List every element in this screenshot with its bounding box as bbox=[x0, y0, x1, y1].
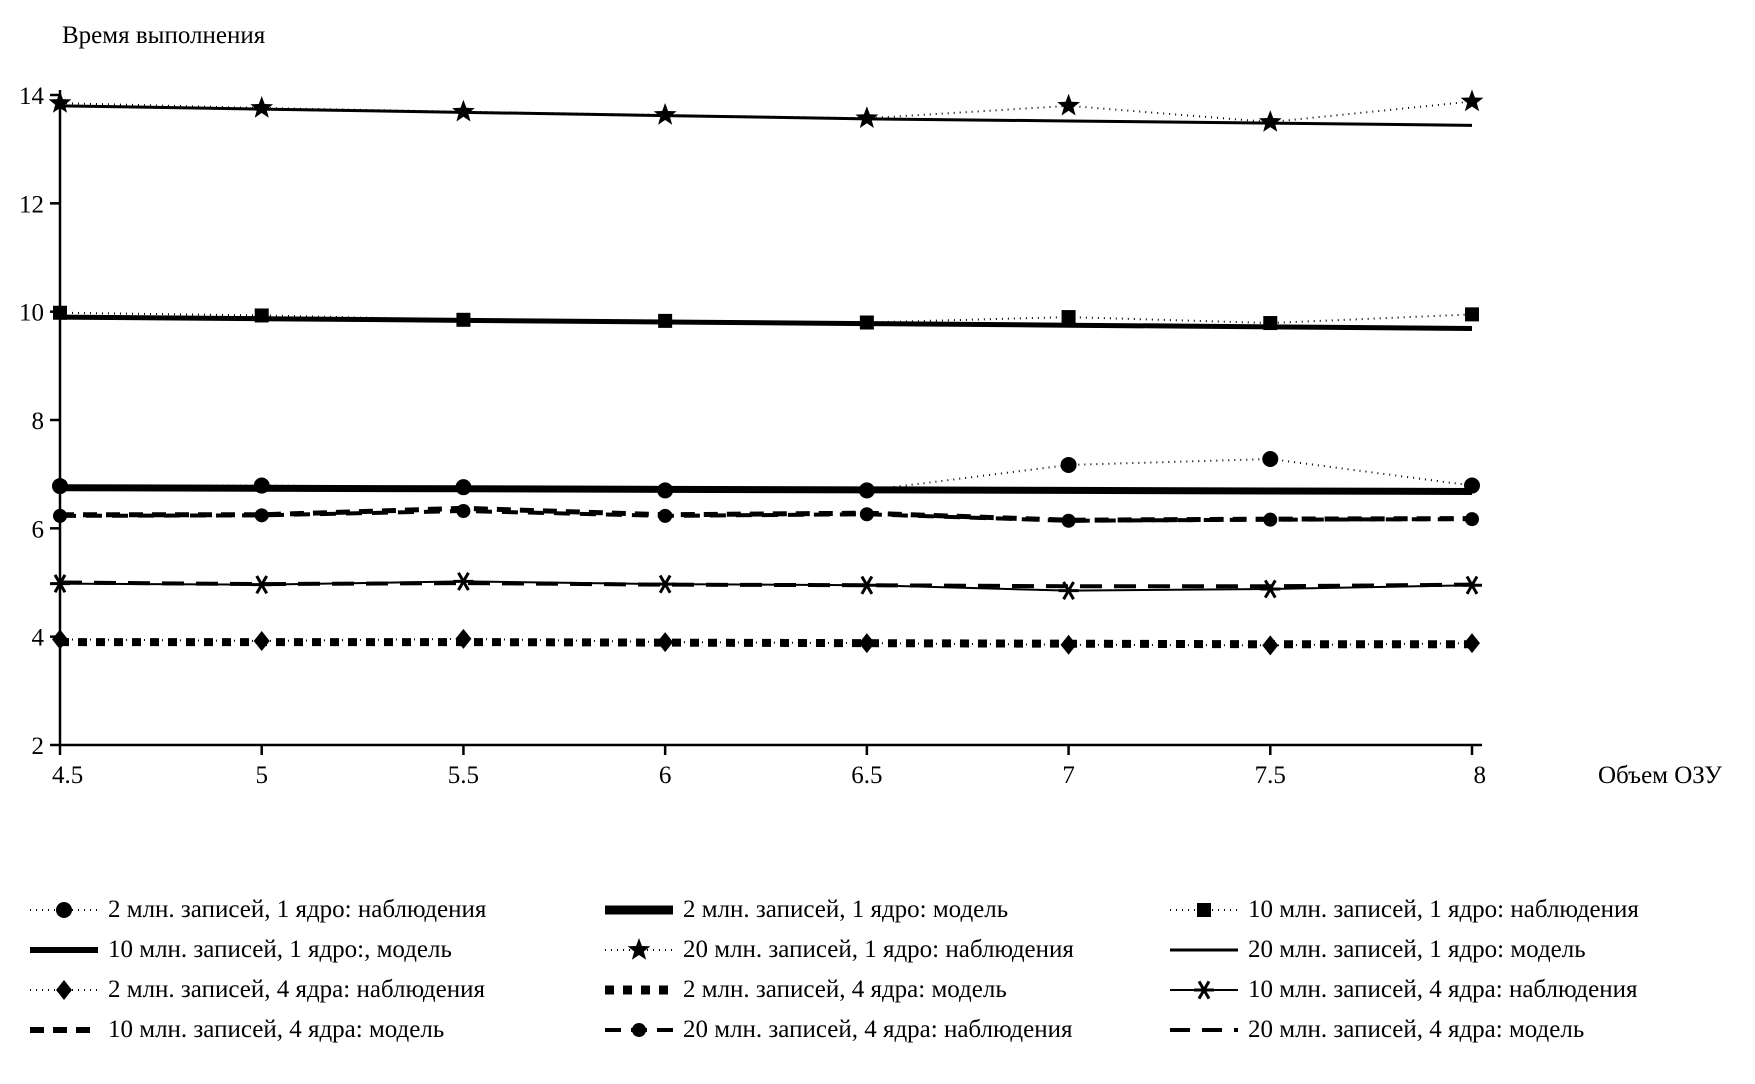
svg-text:12: 12 bbox=[19, 191, 44, 219]
legend-sample-icon bbox=[603, 937, 675, 963]
legend-item-label: 10 млн. записей, 4 ядра: модель bbox=[108, 1016, 445, 1043]
legend-item[interactable] bbox=[603, 930, 1168, 970]
legend-item[interactable] bbox=[28, 930, 603, 970]
legend-line-icon bbox=[1168, 897, 1240, 923]
legend-line-icon bbox=[1168, 937, 1240, 963]
svg-text:10: 10 bbox=[19, 299, 44, 327]
legend-item-label: 20 млн. записей, 4 ядра: модель bbox=[1248, 1016, 1585, 1043]
svg-text:8: 8 bbox=[31, 408, 44, 435]
legend-item[interactable] bbox=[1168, 890, 1728, 930]
svg-text:6.5: 6.5 bbox=[851, 762, 883, 789]
legend-item-label: 10 млн. записей, 4 ядра: наблюдения bbox=[1248, 976, 1638, 1003]
legend-item[interactable] bbox=[1168, 930, 1728, 970]
legend-sample-icon bbox=[28, 897, 100, 923]
legend-item[interactable] bbox=[28, 1010, 603, 1050]
legend-item[interactable] bbox=[28, 970, 603, 1010]
legend-item-label: 20 млн. записей, 1 ядро: наблюдения bbox=[683, 936, 1074, 963]
y-axis-title: Время выполнения bbox=[62, 22, 266, 49]
chart-series bbox=[49, 90, 1484, 132]
svg-text:2: 2 bbox=[31, 733, 44, 760]
legend-item[interactable] bbox=[28, 890, 603, 930]
legend-item[interactable] bbox=[1168, 970, 1728, 1010]
legend-sample-icon bbox=[28, 1017, 100, 1043]
legend-line-icon bbox=[28, 897, 100, 923]
legend-item-label: 2 млн. записей, 4 ядра: модель bbox=[683, 976, 1007, 1003]
legend-line-icon bbox=[603, 937, 675, 963]
legend-item[interactable] bbox=[1168, 1010, 1728, 1050]
legend-line-icon bbox=[28, 977, 100, 1003]
legend-item-label: 2 млн. записей, 4 ядра: наблюдения bbox=[108, 976, 485, 1003]
x-axis-ticks bbox=[52, 745, 1486, 789]
legend-sample-icon bbox=[603, 1017, 675, 1043]
legend-line-icon bbox=[603, 977, 675, 1003]
chart-legend bbox=[28, 890, 1728, 1050]
svg-text:4.5: 4.5 bbox=[52, 762, 84, 789]
legend-item[interactable] bbox=[603, 1010, 1168, 1050]
legend-sample-icon bbox=[1168, 1017, 1240, 1043]
legend-sample-icon bbox=[1168, 977, 1240, 1003]
legend-line-icon bbox=[28, 1017, 100, 1043]
legend-item-label: 10 млн. записей, 1 ядро:, модель bbox=[108, 936, 452, 963]
chart-series bbox=[53, 504, 1479, 528]
svg-text:8: 8 bbox=[1473, 762, 1486, 789]
svg-text:14: 14 bbox=[19, 83, 44, 110]
legend-item[interactable] bbox=[603, 890, 1168, 930]
legend-line-icon bbox=[603, 897, 675, 923]
svg-text:6: 6 bbox=[31, 516, 44, 544]
legend-sample-icon bbox=[603, 897, 675, 923]
chart-series bbox=[60, 106, 1472, 126]
chart-series bbox=[60, 642, 1472, 644]
svg-text:5: 5 bbox=[255, 762, 268, 789]
legend-sample-icon bbox=[1168, 937, 1240, 963]
legend-line-icon bbox=[1168, 1017, 1240, 1043]
legend-item-label: 2 млн. записей, 1 ядро: модель bbox=[683, 896, 1009, 923]
svg-text:7: 7 bbox=[1062, 762, 1075, 789]
legend-line-icon bbox=[1168, 977, 1240, 1003]
legend-sample-icon bbox=[28, 937, 100, 963]
x-axis-title: Объем ОЗУ bbox=[1598, 762, 1722, 789]
svg-text:6: 6 bbox=[658, 762, 672, 789]
legend-item-label: 20 млн. записей, 4 ядра: наблюдения bbox=[683, 1016, 1073, 1043]
legend-item-label: 20 млн. записей, 1 ядро: модель bbox=[1248, 936, 1586, 963]
svg-text:5.5: 5.5 bbox=[447, 762, 480, 789]
legend-line-icon bbox=[603, 1017, 675, 1043]
legend-sample-icon bbox=[603, 977, 675, 1003]
legend-item-label: 10 млн. записей, 1 ядро: наблюдения bbox=[1248, 896, 1639, 923]
svg-text:4: 4 bbox=[31, 624, 44, 652]
y-axis-ticks bbox=[19, 83, 60, 760]
legend-item-label: 2 млн. записей, 1 ядро: наблюдения bbox=[108, 896, 487, 923]
legend-sample-icon bbox=[28, 977, 100, 1003]
legend-sample-icon bbox=[1168, 897, 1240, 923]
legend-item[interactable] bbox=[603, 970, 1168, 1010]
svg-text:7.5: 7.5 bbox=[1254, 762, 1286, 789]
legend-line-icon bbox=[28, 937, 100, 963]
chart-series bbox=[60, 488, 1472, 492]
